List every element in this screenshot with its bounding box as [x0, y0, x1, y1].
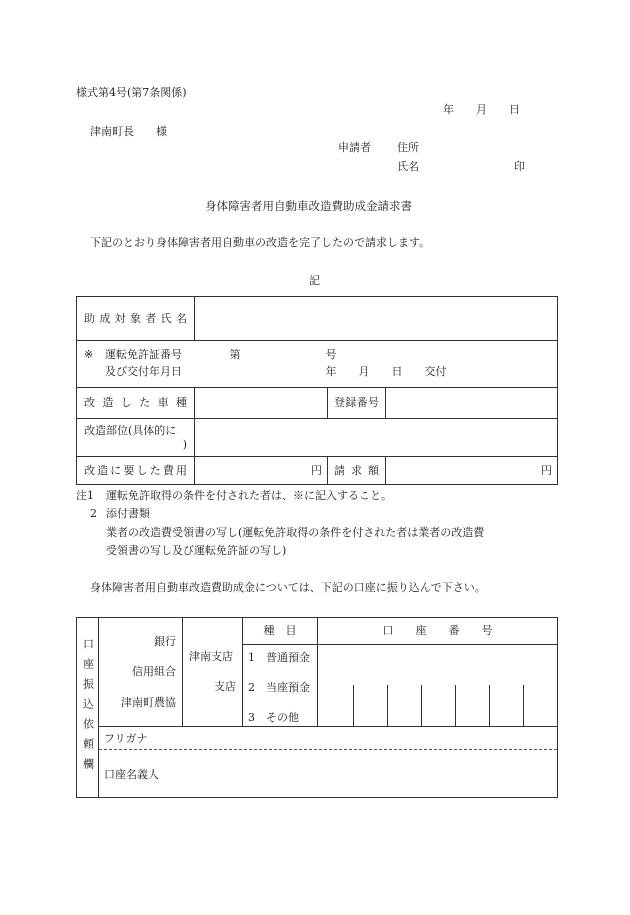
- note2-line1: 業者の改造費受領書の写し(運転免許取得の条件を付された者は業者の改造費: [106, 526, 485, 539]
- application-table: [76, 296, 558, 485]
- claim-field[interactable]: [386, 457, 558, 485]
- branch-tsunan-label: 津南支店: [189, 650, 233, 663]
- subject-name-label: 助成対象者氏名: [84, 311, 187, 325]
- account-number-field[interactable]: [318, 645, 558, 727]
- digit-divider: [455, 685, 456, 727]
- date-line: 年 月 日: [443, 103, 520, 116]
- cost-label: 改造に要した費用: [84, 463, 187, 477]
- ki-label: 記: [309, 274, 320, 287]
- dashed-divider: [99, 749, 557, 750]
- name-label: 氏名: [397, 160, 419, 173]
- registration-label: 登録番号: [334, 396, 379, 409]
- vehicle-row: [77, 388, 558, 419]
- account-holder-label: 口座名義人: [104, 768, 159, 781]
- part-row: [77, 419, 558, 457]
- account-type-cell[interactable]: [243, 645, 318, 727]
- account-number-header: 口 座 番 号: [318, 618, 558, 645]
- account-type-1: 1 普通預金: [248, 651, 310, 664]
- page-title: 身体障害者用自動車改造費助成金請求書: [205, 199, 412, 213]
- cost-field[interactable]: [195, 457, 328, 485]
- transfer-text: 身体障害者用自動車改造費助成金については、下記の口座に振り込んで下さい。: [90, 581, 486, 594]
- applicant-label: 申請者: [338, 141, 371, 154]
- note2-number: 2: [90, 507, 97, 520]
- note1-text: 運転免許取得の条件を付された者は、※に記入すること。: [106, 489, 392, 502]
- license-no-suffix: 号: [325, 348, 337, 361]
- type-header: 種 目: [243, 618, 318, 645]
- registration-field[interactable]: [386, 388, 558, 419]
- address-label: 住所: [397, 141, 419, 154]
- license-label-1: 運転免許証番号: [105, 348, 182, 361]
- bank-type-cell[interactable]: [99, 618, 183, 727]
- digit-divider: [387, 685, 388, 727]
- part-field[interactable]: [195, 419, 558, 457]
- branch-label: 支店: [214, 680, 236, 693]
- transfer-request-side-label: 口座振込依頼欄: [81, 637, 95, 778]
- branch-cell[interactable]: [183, 618, 243, 727]
- credit-union-label: 信用組合: [132, 665, 176, 678]
- agri-coop-label: 津南町農協: [121, 696, 176, 709]
- account-type-3: 3 その他: [248, 711, 299, 724]
- digit-divider: [523, 685, 524, 727]
- asterisk-mark: ※: [84, 348, 94, 361]
- intro-text: 下記のとおり身体障害者用自動車の改造を完了したので請求します。: [90, 236, 431, 249]
- furigana-label: フリガナ: [104, 732, 148, 745]
- part-label-1: 改造部位(具体的に: [84, 423, 177, 437]
- seal-mark: 印: [514, 160, 525, 173]
- note2-text: 添付書類: [106, 507, 150, 520]
- bank-label: 銀行: [154, 635, 176, 648]
- holder-cell[interactable]: [99, 727, 558, 798]
- vehicle-type-field[interactable]: [195, 388, 328, 419]
- addressee: 津南町長 様: [90, 125, 167, 138]
- claim-label: 請求額: [334, 463, 379, 477]
- license-field[interactable]: [195, 341, 558, 388]
- license-date: 年 月 日 交付: [325, 365, 447, 378]
- vehicle-type-label: 改造した車種: [84, 396, 187, 409]
- digit-divider: [421, 685, 422, 727]
- license-row: [77, 341, 558, 388]
- cost-row: [77, 457, 558, 485]
- yen-unit: 円: [541, 463, 553, 477]
- subject-name-field[interactable]: [195, 297, 558, 341]
- note1-number: 注1: [76, 489, 94, 502]
- bank-transfer-table: [76, 617, 558, 798]
- digit-divider: [489, 685, 490, 727]
- license-label-2: 及び交付年月日: [105, 365, 182, 378]
- digit-divider: [353, 685, 354, 727]
- license-no-prefix: 第: [229, 348, 241, 361]
- account-type-2: 2 当座預金: [248, 681, 310, 694]
- subject-name-row: [77, 297, 558, 341]
- yen-unit: 円: [311, 463, 322, 477]
- note2-line2: 受領書の写し及び運転免許証の写し): [106, 544, 287, 557]
- part-label-2: ): [182, 437, 187, 451]
- form-number: 様式第4号(第7条関係): [76, 86, 187, 99]
